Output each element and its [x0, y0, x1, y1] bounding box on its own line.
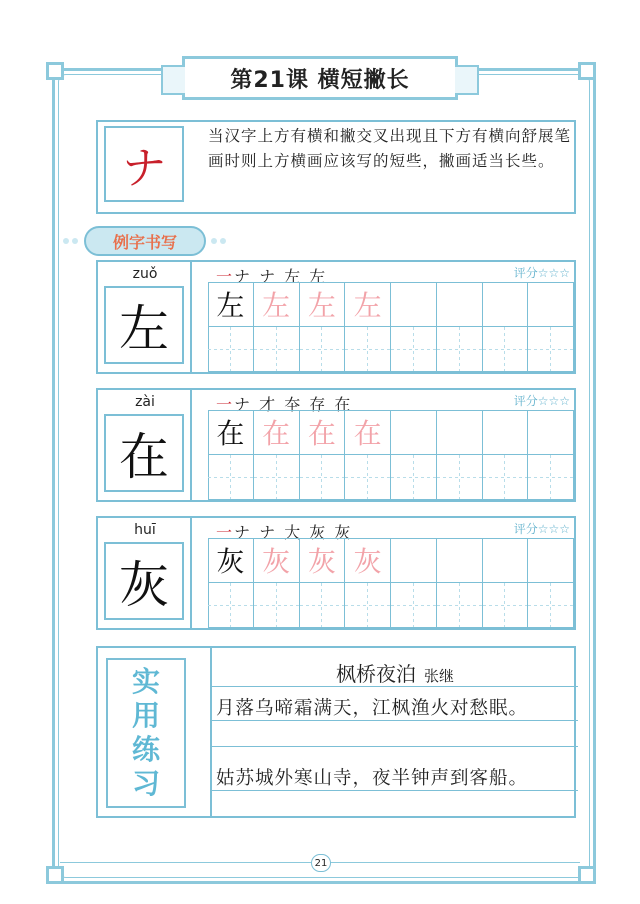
writing-cell[interactable] [483, 327, 529, 372]
practice-label-char: 用 [131, 699, 160, 732]
writing-cell[interactable] [208, 282, 254, 327]
trace-glyph: 左 [353, 289, 382, 322]
trace-glyph: 左 [262, 289, 291, 322]
writing-cell[interactable] [483, 538, 529, 583]
writing-cell[interactable] [483, 583, 529, 628]
model-copy-glyph: 左 [216, 289, 245, 322]
trace-glyph: 在 [353, 417, 382, 450]
writing-cell[interactable] [208, 327, 254, 372]
poem-heading [212, 658, 578, 687]
writing-cell[interactable] [345, 410, 391, 455]
corner-ornament-br [578, 866, 596, 884]
writing-cell[interactable] [391, 538, 437, 583]
writing-cell[interactable] [345, 282, 391, 327]
section-label: 例字书写 [84, 226, 206, 256]
writing-cell[interactable] [437, 455, 483, 500]
writing-cell[interactable] [391, 583, 437, 628]
trace-glyph: 灰 [262, 545, 291, 578]
rule-glyph: ナ [122, 143, 166, 194]
corner-ornament-tl [46, 62, 64, 80]
writing-cell[interactable] [437, 327, 483, 372]
writing-cell[interactable] [528, 583, 574, 628]
practice-label-char: 习 [131, 767, 160, 800]
writing-cell[interactable] [300, 455, 346, 500]
writing-line [212, 686, 578, 687]
stroke-first: 一 [216, 267, 235, 286]
model-glyph: 在 [119, 428, 169, 486]
writing-line [212, 790, 578, 791]
writing-cell[interactable] [528, 282, 574, 327]
writing-cell[interactable] [437, 538, 483, 583]
writing-cell[interactable] [483, 410, 529, 455]
section-decoration-right [208, 236, 230, 246]
pinyin: zài [135, 394, 155, 410]
writing-cell[interactable] [437, 583, 483, 628]
writing-line[interactable] [212, 746, 578, 747]
rating-stars[interactable]: 评分☆☆☆ [513, 394, 570, 408]
writing-line [212, 720, 578, 721]
poem-title: 枫桥夜泊 [335, 662, 416, 686]
lesson-title-banner [182, 56, 458, 100]
writing-cell[interactable] [208, 455, 254, 500]
character-header [98, 518, 192, 628]
writing-cell[interactable] [208, 410, 254, 455]
writing-cell[interactable] [300, 282, 346, 327]
lesson-title: 第21课 横短撇长 [230, 67, 410, 93]
writing-cell[interactable] [254, 327, 300, 372]
model-glyph: 灰 [119, 556, 169, 614]
model-copy-glyph: 灰 [216, 545, 245, 578]
poem-line: 姑苏城外寒山寺，夜半钟声到客船。 [216, 768, 529, 789]
rule-glyph-box [104, 126, 184, 202]
poem-line: 月落乌啼霜满天，江枫渔火对愁眠。 [216, 698, 529, 719]
writing-grid[interactable] [208, 282, 574, 372]
character-block-1 [96, 260, 576, 374]
trace-glyph: 灰 [353, 545, 382, 578]
corner-ornament-tr [578, 62, 596, 80]
writing-cell[interactable] [483, 455, 529, 500]
writing-cell[interactable] [391, 282, 437, 327]
trace-glyph: 在 [307, 417, 336, 450]
writing-cell[interactable] [483, 282, 529, 327]
practice-section [96, 646, 576, 818]
writing-cell[interactable] [300, 583, 346, 628]
practice-label-char: 实 [131, 665, 160, 698]
writing-cell[interactable] [345, 538, 391, 583]
practice-label [106, 658, 186, 808]
model-glyph-box [104, 542, 184, 620]
writing-cell[interactable] [345, 455, 391, 500]
trace-glyph: 在 [262, 417, 291, 450]
writing-cell[interactable] [254, 538, 300, 583]
writing-cell[interactable] [437, 282, 483, 327]
stroke-first: 一 [216, 523, 235, 542]
writing-cell[interactable] [391, 327, 437, 372]
pinyin: huī [134, 522, 156, 538]
writing-cell[interactable] [437, 410, 483, 455]
character-block-2 [96, 388, 576, 502]
trace-glyph: 左 [307, 289, 336, 322]
corner-ornament-bl [46, 866, 64, 884]
writing-cell[interactable] [528, 455, 574, 500]
writing-cell[interactable] [528, 327, 574, 372]
poem-author: 张继 [423, 667, 454, 685]
rating-stars[interactable]: 评分☆☆☆ [513, 522, 570, 536]
writing-grid[interactable] [208, 410, 574, 500]
stroke-rest: ナ ナ 大 灰 灰 [234, 523, 353, 542]
writing-cell[interactable] [300, 327, 346, 372]
section-decoration-left [62, 236, 84, 246]
writing-cell[interactable] [208, 583, 254, 628]
writing-cell[interactable] [345, 327, 391, 372]
writing-cell[interactable] [254, 410, 300, 455]
rule-description: 当汉字上方有横和撇交叉出现且下方有横向舒展笔画时则上方横画应该写的短些，撇画适当长些。 [208, 127, 572, 170]
writing-cell[interactable] [254, 455, 300, 500]
writing-cell[interactable] [391, 410, 437, 455]
model-glyph-box [104, 286, 184, 364]
writing-cell[interactable] [254, 282, 300, 327]
writing-cell[interactable] [391, 455, 437, 500]
stroke-rest: ナ ナ 左 左 [234, 267, 328, 286]
practice-label-char: 练 [131, 733, 160, 766]
writing-cell[interactable] [300, 410, 346, 455]
character-block-3 [96, 516, 576, 630]
character-header [98, 390, 192, 500]
trace-glyph: 灰 [307, 545, 336, 578]
rating-stars[interactable]: 评分☆☆☆ [513, 266, 570, 280]
writing-cell[interactable] [528, 538, 574, 583]
stroke-first: 一 [216, 395, 235, 414]
writing-grid[interactable] [208, 538, 574, 628]
writing-cell[interactable] [208, 538, 254, 583]
model-glyph-box [104, 414, 184, 492]
writing-cell[interactable] [528, 410, 574, 455]
page-number: 21 [311, 854, 331, 872]
writing-cell[interactable] [345, 583, 391, 628]
pinyin: zuǒ [132, 266, 158, 282]
writing-cell[interactable] [254, 583, 300, 628]
poem-area [210, 648, 576, 816]
model-glyph: 左 [119, 300, 169, 358]
character-header [98, 262, 192, 372]
stroke-rest: ナ 才 夲 存 在 [234, 395, 353, 414]
model-copy-glyph: 在 [216, 417, 245, 450]
writing-cell[interactable] [300, 538, 346, 583]
